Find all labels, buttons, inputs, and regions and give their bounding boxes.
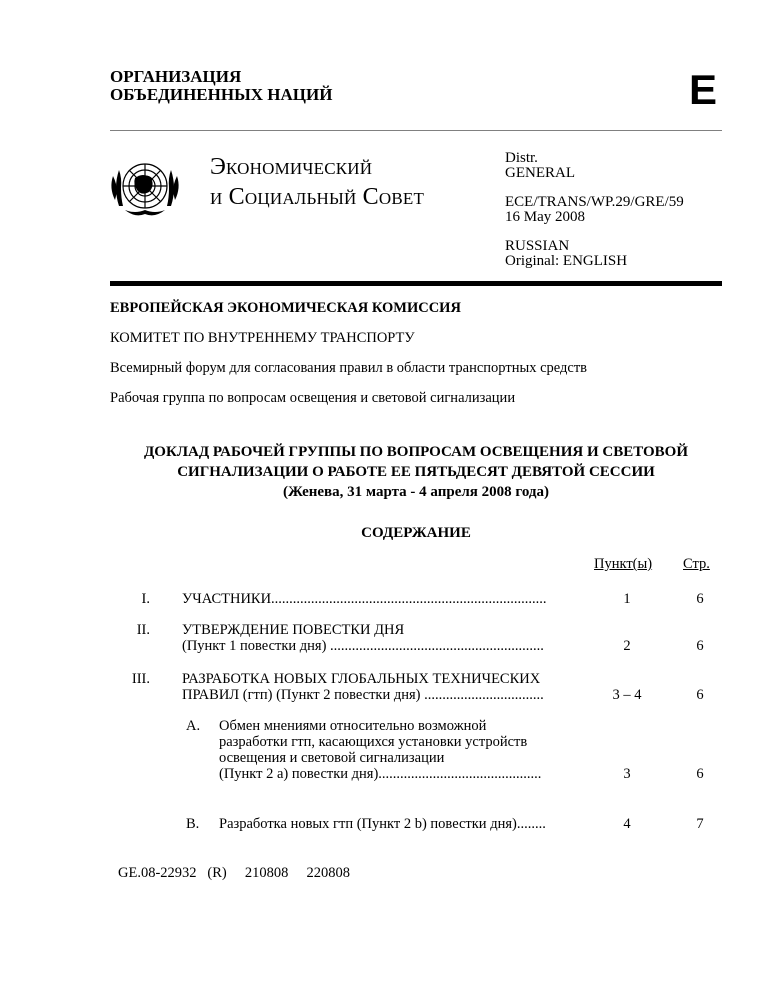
distr-value: GENERAL — [505, 165, 575, 181]
toc-entry-title-line: (Пункт 2 а) повестки дня)............................................. — [219, 766, 542, 782]
toc-entry-page: 6 — [696, 638, 704, 654]
toc-entry-paragraphs: 2 — [623, 638, 631, 654]
toc-entry-title-line: Обмен мнениями относительно возможной — [219, 718, 487, 734]
org-line-2: ОБЪЕДИНЕННЫХ НАЦИЙ — [110, 85, 333, 104]
header-thick-rule — [110, 281, 722, 286]
footer-code: GE.08-22932 — [118, 865, 197, 881]
report-title — [110, 442, 722, 502]
council-line-1: Экономический — [210, 154, 373, 180]
toc-entry-title[interactable] — [182, 671, 544, 703]
council-line-2: и Социальный Совет — [210, 184, 425, 210]
toc-entry-title[interactable] — [182, 591, 547, 607]
toc-entry-title-line: УТВЕРЖДЕНИЕ ПОВЕСТКИ ДНЯ — [182, 622, 405, 638]
toc-entry-page: 6 — [696, 687, 704, 703]
organization-name — [110, 68, 332, 104]
toc-entry-page: 6 — [696, 591, 704, 607]
contents-heading: СОДЕРЖАНИЕ — [361, 525, 471, 541]
footer-date-1: 210808 — [244, 865, 289, 881]
toc-entry-page: 7 — [696, 816, 704, 832]
original-language: Original: ENGLISH — [505, 253, 628, 269]
report-subtitle: (Женева, 31 марта - 4 апреля 2008 года) — [283, 484, 549, 500]
toc-entry-paragraphs: 3 – 4 — [612, 687, 642, 703]
committee-name: КОМИТЕТ ПО ВНУТРЕННЕМУ ТРАНСПОРТУ — [110, 330, 415, 346]
language-block — [505, 239, 627, 269]
toc-entry-number: A. — [186, 718, 201, 734]
toc-entry-number: II. — [136, 622, 150, 638]
toc-entry-title-line: ПРАВИЛ (гтп) (Пункт 2 повестки дня) ................................. — [182, 687, 544, 703]
toc-entry-title-line: разработки гтп, касающихся установки устройств — [219, 734, 528, 750]
council-name — [210, 152, 424, 212]
footer-lang: (R) — [207, 865, 227, 881]
document-symbol: ECE/TRANS/WP.29/GRE/59 — [505, 194, 684, 210]
toc-header-page: Стр. — [683, 556, 710, 572]
forum-name: Всемирный форум для согласования правил в области транспортных средств — [110, 360, 588, 376]
toc-entry-title-line: УЧАСТНИКИ............................................................................ — [182, 591, 547, 607]
document-date: 16 May 2008 — [505, 209, 585, 225]
toc-entry-title-line: освещения и световой сигнализации — [219, 750, 445, 766]
org-line-1: ОРГАНИЗАЦИЯ — [110, 67, 242, 86]
report-title-line-2: СИГНАЛИЗАЦИИ О РАБОТЕ ЕЕ ПЯТЬДЕСЯТ ДЕВЯТОЙ СЕССИИ — [177, 464, 655, 480]
toc-entry-paragraphs: 3 — [623, 766, 631, 782]
un-emblem-icon — [105, 148, 185, 228]
toc-entry-title-line: (Пункт 1 повестки дня) ........................................................... — [182, 638, 544, 654]
symbol-block — [505, 195, 684, 225]
toc-entry-title-line: РАЗРАБОТКА НОВЫХ ГЛОБАЛЬНЫХ ТЕХНИЧЕСКИХ — [182, 671, 541, 687]
toc-entry-title[interactable] — [182, 622, 544, 654]
toc-entry-title[interactable] — [219, 816, 546, 832]
toc-entry-title-line: Разработка новых гтп (Пункт 2 b) повестки дня)........ — [219, 816, 546, 832]
document-footer — [118, 865, 350, 882]
document-language: RUSSIAN — [505, 238, 570, 254]
distr-label: Distr. — [505, 150, 538, 166]
header-rule — [110, 130, 722, 131]
toc-header-paragraphs: Пункт(ы) — [594, 556, 653, 572]
language-letter: E — [689, 66, 718, 113]
toc-entry-paragraphs: 4 — [623, 816, 631, 832]
toc-entry-page: 6 — [696, 766, 704, 782]
toc-entry-paragraphs: 1 — [623, 591, 631, 607]
toc-entry-title[interactable] — [219, 718, 541, 782]
toc-entry-number: III. — [131, 671, 150, 687]
distribution-block — [505, 151, 575, 181]
toc-entry-number: I. — [141, 591, 150, 607]
report-title-line-1: ДОКЛАД РАБОЧЕЙ ГРУППЫ ПО ВОПРОСАМ ОСВЕЩЕНИЯ И СВЕТОВОЙ — [143, 444, 689, 460]
working-party-name: Рабочая группа по вопросам освещения и световой сигнализации — [110, 390, 516, 406]
footer-date-2: 220808 — [306, 865, 351, 881]
toc-entry-number: B. — [186, 816, 200, 832]
commission-name: ЕВРОПЕЙСКАЯ ЭКОНОМИЧЕСКАЯ КОМИССИЯ — [110, 300, 461, 316]
